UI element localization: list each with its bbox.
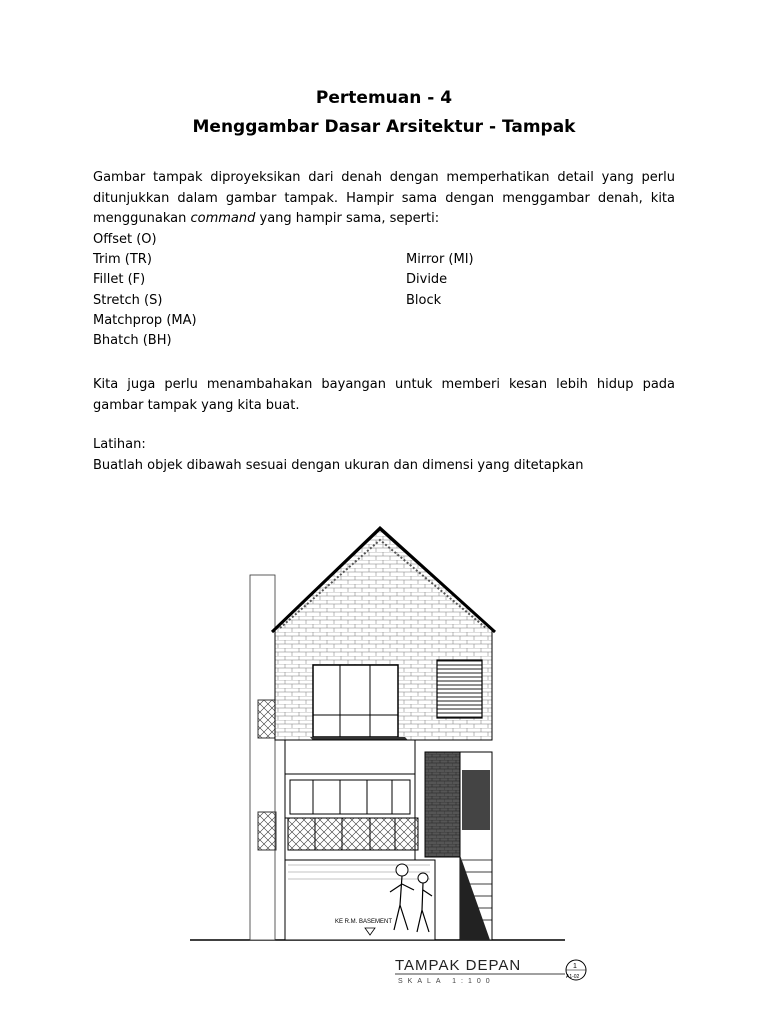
intro-paragraph: [93, 168, 675, 230]
command-item: Offset (O): [93, 232, 157, 247]
shadow-paragraph: Kita juga perlu menambahakan bayangan untuk memberi kesan lebih hidup pada gambar tampak yang kita buat.: [93, 377, 675, 413]
sheet-code: A1-02: [566, 974, 580, 980]
command-item: Divide: [406, 272, 448, 287]
command-item: Fillet (F): [93, 272, 146, 287]
command-item: Block: [406, 293, 442, 308]
page-title: Pertemuan - 4: [315, 88, 453, 108]
front-elevation-drawing: [180, 520, 590, 1000]
page-subtitle: Menggambar Dasar Arsitektur - Tampak: [192, 117, 576, 137]
command-item: Bhatch (BH): [93, 333, 172, 348]
intro-text-b: yang hampir sama, seperti:: [255, 211, 440, 226]
command-item: Mirror (MI): [406, 252, 474, 267]
exercise-label: Latihan:: [93, 437, 146, 452]
drawing-scale: SKALA 1:100: [398, 978, 495, 985]
sheet-number: 1: [573, 963, 577, 970]
command-item: Matchprop (MA): [93, 313, 197, 328]
command-item: Trim (TR): [93, 252, 152, 267]
intro-emphasis: command: [190, 211, 256, 226]
basement-label: KE R.M. BASEMENT: [335, 919, 393, 925]
exercise-instruction: Buatlah objek dibawah sesuai dengan ukuran dan dimensi yang ditetapkan: [93, 458, 584, 473]
intro-text-a: Gambar tampak diproyeksikan dari denah dengan memperhatikan detail yang perlu ditunjukkan dalam gambar tampak. Hampir sama dengan menggambar denah, kita menggunakan: [93, 170, 675, 226]
command-item: Stretch (S): [93, 293, 163, 308]
drawing-title: TAMPAK DEPAN: [395, 957, 522, 974]
